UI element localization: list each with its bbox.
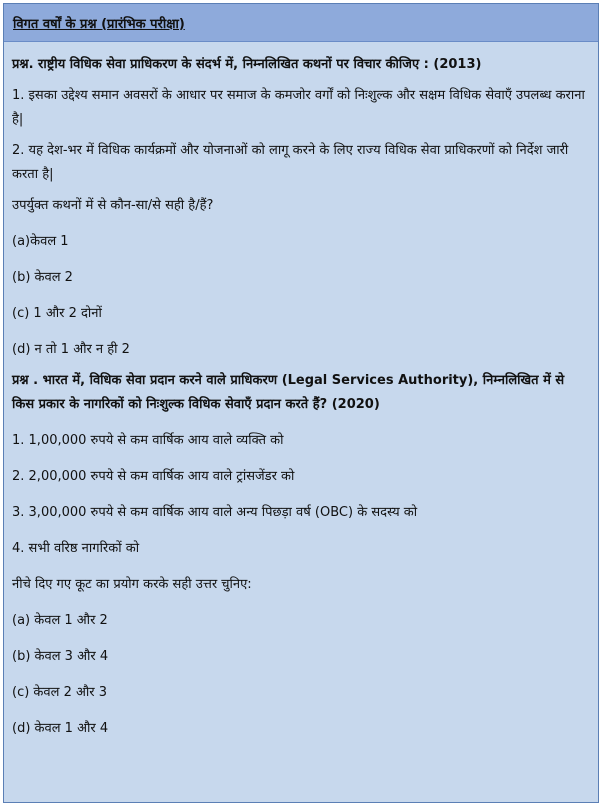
- q2-option-a: (a) केवल 1 और 2: [12, 613, 108, 628]
- q2-statement-1: 1. 1,00,000 रुपये से कम वार्षिक आय वाले व्यक्ति को: [12, 433, 284, 448]
- question-1-text: प्रश्न. राष्ट्रीय विधिक सेवा प्राधिकरण के संदर्भ में, निम्नलिखित कथनों पर विचार कीजिए : (2013): [12, 57, 482, 72]
- q1-prompt: उपर्युक्त कथनों में से कौन-सा/से सही है/हैं?: [12, 198, 214, 213]
- q1-option-a: (a)केवल 1: [12, 234, 69, 249]
- q2-prompt: नीचे दिए गए कूट का प्रयोग करके सही उत्तर चुनिए:: [12, 577, 252, 592]
- q2-statement-3: 3. 3,00,000 रुपये से कम वार्षिक आय वाले अन्य पिछड़ा वर्ष (OBC) के सदस्य को: [12, 505, 418, 520]
- q2-option-c: (c) केवल 2 और 3: [12, 685, 108, 700]
- pyq-panel: [3, 3, 599, 803]
- question-2-text: प्रश्न . भारत में, विधिक सेवा प्रदान करने वाले प्राधिकरण (Legal Services Authority), निम्नलिखित में से किस प्रकार के नागरिकों को निःशुल्क विधिक सेवाएँ प्रदान करते हैं? (2020): [12, 373, 565, 412]
- q1-option-d: (d) न तो 1 और न ही 2: [12, 342, 130, 357]
- q2-option-b: (b) केवल 3 और 4: [12, 649, 109, 664]
- section-header: विगत वर्षों के प्रश्न (प्रारंभिक परीक्षा): [4, 4, 598, 42]
- q1-statement-2: 2. यह देश-भर में विधिक कार्यक्रमों और योजनाओं को लागू करने के लिए राज्य विधिक सेवा प्राधिकरणों को निर्देश जारी करता है|: [12, 143, 569, 182]
- q1-option-c: (c) 1 और 2 दोनों: [12, 306, 102, 321]
- q2-option-d: (d) केवल 1 और 4: [12, 721, 109, 736]
- q1-option-b: (b) केवल 2: [12, 270, 73, 285]
- q1-statement-1: 1. इसका उद्देश्य समान अवसरों के आधार पर समाज के कमजोर वर्गों को निःशुल्क और सक्षम विधिक सेवाएँ उपलब्ध कराना है|: [12, 88, 585, 127]
- content-body: [4, 42, 598, 741]
- q2-statement-4: 4. सभी वरिष्ठ नागरिकों को: [12, 541, 140, 556]
- q2-statement-2: 2. 2,00,000 रुपये से कम वार्षिक आय वाले ट्रांसजेंडर को: [12, 469, 295, 484]
